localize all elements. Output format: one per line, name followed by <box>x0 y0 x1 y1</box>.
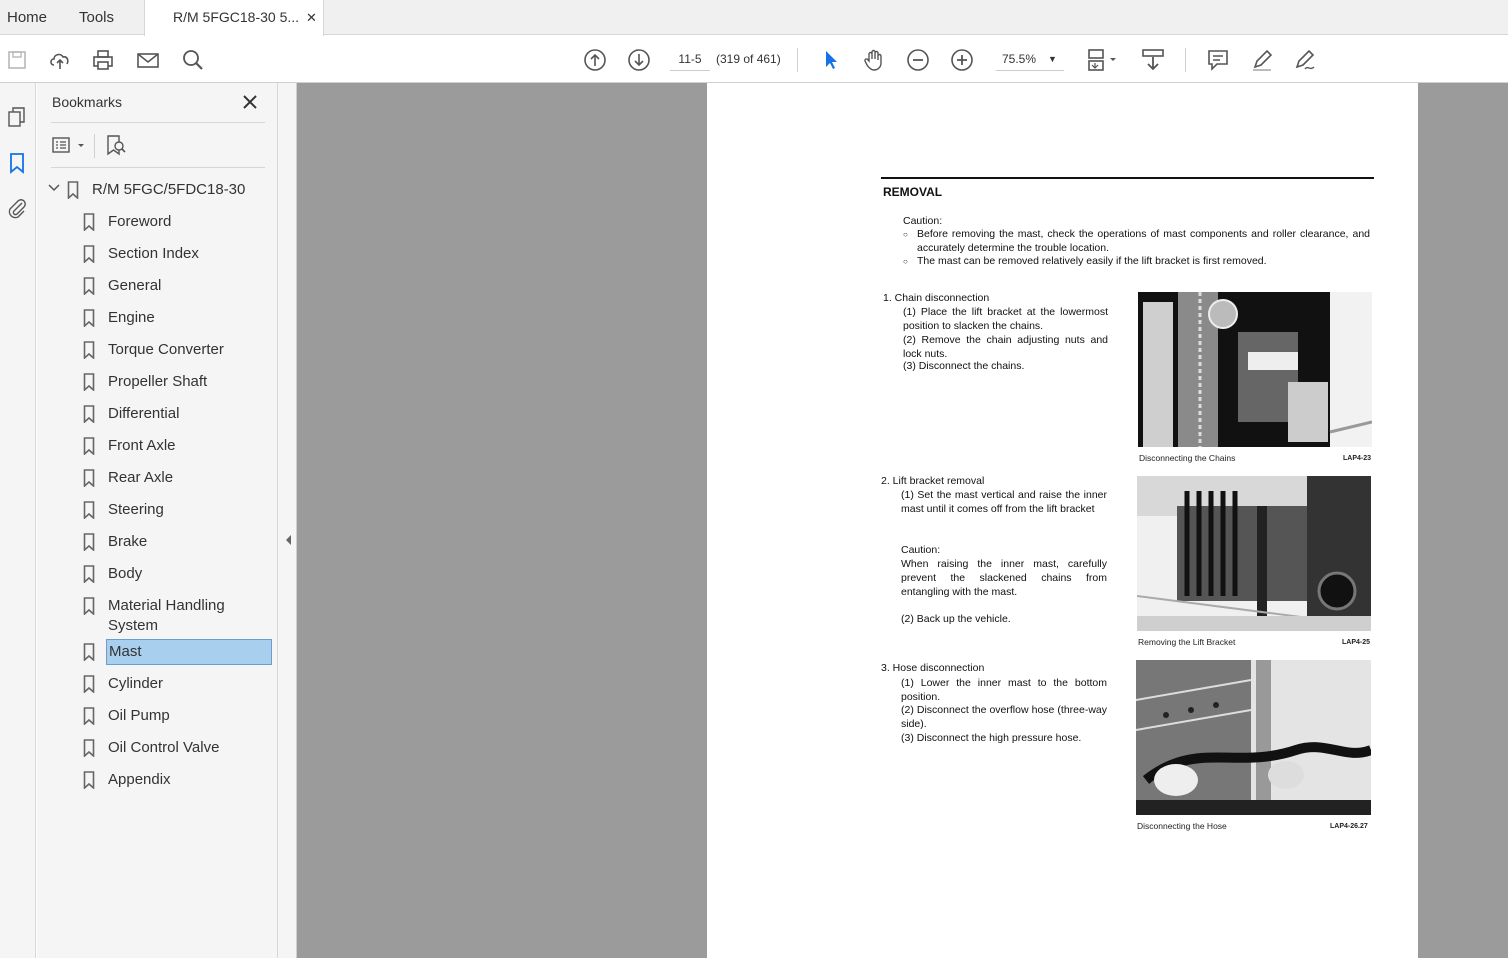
bookmark-icon <box>67 181 79 199</box>
tab-tools[interactable]: Tools <box>79 9 115 26</box>
print-icon[interactable] <box>90 47 116 73</box>
tab-home[interactable]: Home <box>7 9 48 26</box>
bookmark-label: Mast <box>106 639 272 665</box>
toolbar-divider <box>1185 48 1186 72</box>
bookmarks-panel <box>37 83 278 958</box>
figure-caption: Disconnecting the Chains <box>1139 453 1236 463</box>
panel-divider <box>94 134 95 158</box>
bookmark-icon <box>83 533 95 551</box>
bookmark-icon <box>83 245 95 263</box>
heading-rule <box>881 177 1374 179</box>
tab-document-label: R/M 5FGC18-30 5... <box>173 9 300 25</box>
comment-icon[interactable] <box>1205 47 1231 73</box>
next-page-icon[interactable] <box>626 47 652 73</box>
step-title: 3. Hose disconnection <box>881 662 985 674</box>
bookmark-label: Foreword <box>108 213 172 230</box>
bookmark-icon <box>83 277 95 295</box>
caution-label: Caution: <box>901 544 941 556</box>
bookmark-icon <box>83 707 95 725</box>
chevron-down-icon: ▼ <box>1048 54 1057 64</box>
step-item: (3) Disconnect the high pressure hose. <box>901 732 1082 744</box>
attachments-icon[interactable] <box>5 196 29 220</box>
page-number-input[interactable]: 11-5 <box>670 47 710 71</box>
bookmark-icon <box>83 469 95 487</box>
step-item: (3) Disconnect the chains. <box>903 360 1025 372</box>
bookmark-label: Torque Converter <box>108 341 224 358</box>
bookmark-label: Appendix <box>108 771 171 788</box>
bookmark-label: Cylinder <box>108 675 164 692</box>
zoom-in-icon[interactable] <box>949 47 975 73</box>
sign-icon[interactable] <box>1292 47 1318 73</box>
collapse-left-icon <box>283 533 293 547</box>
step-title: 2. Lift bracket removal <box>881 475 985 487</box>
previous-page-icon[interactable] <box>582 47 608 73</box>
bookmark-icon <box>83 437 95 455</box>
page-thumbnails-icon[interactable] <box>5 105 29 129</box>
bookmark-label: R/M 5FGC/5FDC18-30 <box>92 181 246 198</box>
figure-id: LAP4-26.27 <box>1330 823 1368 830</box>
step-item: (1) Set the mast vertical and raise the inner mast until it comes off from the lift bracket <box>901 489 1107 515</box>
bookmark-label: Oil Pump <box>108 707 170 724</box>
step-item: (2) Back up the vehicle. <box>901 613 1011 625</box>
close-panel-icon[interactable] <box>240 92 260 112</box>
search-icon[interactable] <box>180 47 206 73</box>
step-item: (2) Disconnect the overflow hose (three-way side). <box>901 704 1107 730</box>
caution-label: Caution: <box>903 215 943 227</box>
bookmark-label: Propeller Shaft <box>108 373 208 390</box>
zoom-out-icon[interactable] <box>905 47 931 73</box>
photo-lift-bracket <box>1137 476 1371 631</box>
highlight-pen-icon[interactable] <box>1249 47 1275 73</box>
bookmark-icon <box>83 565 95 583</box>
figure-caption: Disconnecting the Hose <box>1137 821 1227 831</box>
step-title: 1. Chain disconnection <box>883 292 990 304</box>
toolbar-divider <box>797 48 798 72</box>
figure-id: LAP4-23 <box>1343 455 1372 462</box>
bookmark-icon <box>83 341 95 359</box>
page-count: (319 of 461) <box>716 52 781 66</box>
caution-item: The mast can be removed relatively easily if the lift bracket is first removed. <box>917 255 1267 267</box>
bookmark-icon <box>83 771 95 789</box>
find-bookmark-icon[interactable] <box>104 133 128 157</box>
tab-close-icon[interactable]: ✕ <box>306 10 317 25</box>
page-fit-icon[interactable] <box>1085 47 1119 73</box>
save-icon[interactable] <box>4 47 30 73</box>
toolbar <box>0 36 1508 83</box>
bookmark-icon <box>83 597 95 615</box>
bookmark-icon <box>83 675 95 693</box>
step-item: (1) Lower the inner mast to the bottom position. <box>901 677 1107 703</box>
photo-hose <box>1136 660 1371 815</box>
bookmark-icon <box>83 501 95 519</box>
email-icon[interactable] <box>135 47 161 73</box>
navigation-rail <box>0 83 36 958</box>
panel-collapse-handle[interactable] <box>278 83 297 958</box>
figure-id: LAP4-25 <box>1342 639 1371 646</box>
bookmark-label: Rear Axle <box>108 469 174 486</box>
panel-title: Bookmarks <box>52 94 123 110</box>
caution-item: Before removing the mast, check the operations of mast components and roller clearance, and accurately determine the trouble location. <box>917 228 1370 254</box>
panel-divider <box>51 167 265 168</box>
caution-text: When raising the inner mast, carefully prevent the slackened chains from entangling with the mast. <box>901 558 1107 598</box>
section-heading: REMOVAL <box>883 185 943 199</box>
bookmark-label: Body <box>108 565 143 582</box>
bookmark-label: Section Index <box>108 245 199 262</box>
bookmark-label: Material Handling System <box>108 597 225 634</box>
bookmark-label: Engine <box>108 309 155 326</box>
bookmark-icon <box>83 643 95 661</box>
document-viewer[interactable] <box>297 83 1508 958</box>
tab-document[interactable] <box>144 0 324 36</box>
bookmark-label: Front Axle <box>108 437 176 454</box>
bookmark-icon <box>83 373 95 391</box>
figure-caption: Removing the Lift Bracket <box>1138 637 1236 647</box>
bookmark-label: Oil Control Valve <box>108 739 220 756</box>
bookmark-icon <box>83 213 95 231</box>
bookmark-label: Steering <box>108 501 164 518</box>
bookmark-label: Differential <box>108 405 180 422</box>
bookmarks-icon[interactable] <box>5 151 29 175</box>
bookmark-label: Brake <box>108 533 148 550</box>
tab-bar <box>0 0 1508 35</box>
upload-cloud-icon[interactable] <box>47 47 73 73</box>
bookmark-icon <box>83 405 95 423</box>
pdf-page <box>707 83 1418 958</box>
bullet-icon: ○ <box>903 230 908 239</box>
panel-divider <box>51 122 265 123</box>
step-item: (2) Remove the chain adjusting nuts and lock nuts. <box>903 334 1108 360</box>
zoom-level-select[interactable] <box>996 47 1064 71</box>
bookmark-icon <box>83 309 95 327</box>
bookmark-options-icon[interactable] <box>51 135 87 157</box>
bullet-icon: ○ <box>903 257 908 266</box>
chevron-down-icon[interactable] <box>47 181 61 195</box>
hand-tool-icon[interactable] <box>861 47 887 73</box>
bookmark-label: General <box>108 277 162 294</box>
step-item: (1) Place the lift bracket at the lowermost position to slacken the chains. <box>903 306 1108 332</box>
photo-chains <box>1138 292 1372 447</box>
scroll-mode-icon[interactable] <box>1140 47 1166 73</box>
zoom-level-value: 75.5% <box>1002 52 1037 66</box>
bookmark-icon <box>83 739 95 757</box>
select-cursor-icon[interactable] <box>818 47 844 73</box>
